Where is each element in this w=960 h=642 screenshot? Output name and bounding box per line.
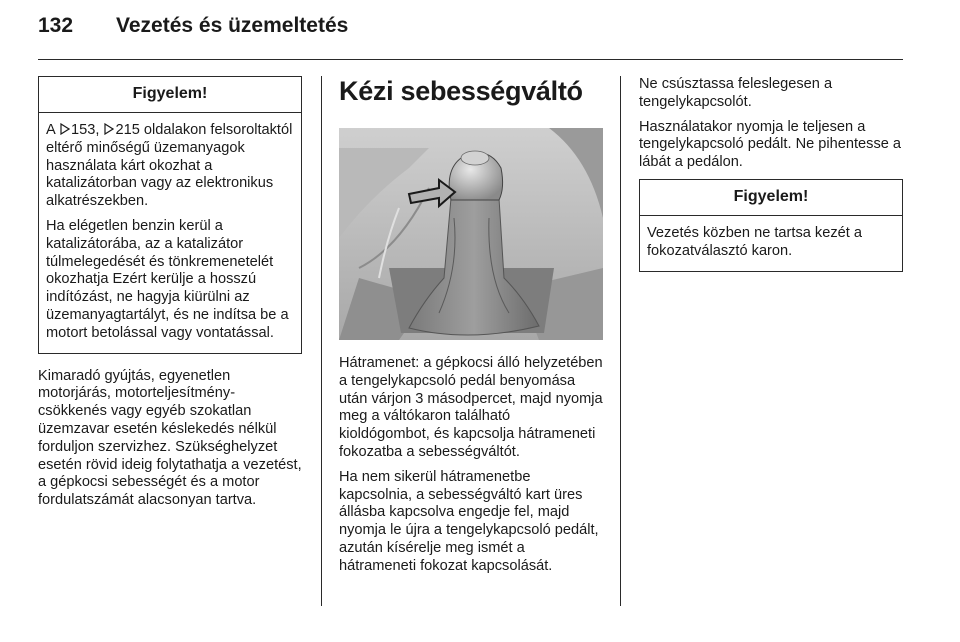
warning-title: Figyelem! [39, 77, 301, 113]
page-number: 132 [38, 14, 74, 37]
chapter-title: Vezetés és üzemeltetés [116, 14, 349, 37]
warning-text: A [46, 122, 55, 138]
warning-paragraph: Ha elégetlen benzin kerül a katalizátorába, az a katalizátor túlmelegedését és tönkremenetelét okozhatja Ezért kerülje a hosszú indítózást, ne hagyja kiürülni az üzemanyagtartályt, és ne indítsa be a motort betolással vagy vontatással. [46, 217, 289, 341]
warning-body [640, 216, 902, 271]
warning-paragraph: Vezetés közben ne tartsa kezét a fokozatválasztó karon. [647, 224, 862, 259]
body-paragraph: Kimaradó gyújtás, egyenetlen motorjárás, motorteljesítmény-csökkenés vagy egyéb szokatlan üzemzavar esetén késlekedés nélkül forduljon szervizhez. Szükséghelyzet esetén rövid ideig folytathatja a vezetést, a gépkocsi sebességét és a motor fordulatszámát alacsonyan tartva. [38, 367, 302, 509]
gear-shift-illustration [339, 128, 603, 340]
warning-box [639, 179, 903, 272]
section-title: Kézi sebességváltó [339, 76, 583, 106]
column-divider [620, 76, 621, 606]
warning-title: Figyelem! [640, 180, 902, 216]
header-divider [38, 59, 903, 60]
column-left [38, 76, 302, 517]
page-reference-icon [60, 123, 70, 135]
column-middle [339, 76, 603, 583]
body-paragraph: Ha nem sikerül hátramenetbe kapcsolnia, a sebességváltó kart üres állásba kapcsolva engedje fel, majd nyomja le újra a tengelykapcsoló pedált, azután kísérelje meg ismét a hátrameneti fokozat kapcsolását. [339, 468, 599, 574]
warning-body [39, 113, 301, 353]
body-paragraph: Használatakor nyomja le teljesen a tengelykapcsoló pedált. Ne pihentesse a lábát a pedálon. [639, 118, 902, 171]
warning-box [38, 76, 302, 354]
column-divider [321, 76, 322, 606]
page-reference-icon [104, 123, 114, 135]
page-header [38, 14, 903, 50]
warning-text: 215 oldalakon felsoroltaktól eltérő minőségű üzemanyagok használata kárt okozhat a katalizátorban vagy az elektronikus alkatrészekben. [46, 122, 293, 210]
body-paragraph: Ne csúsztassa feleslegesen a tengelykapcsolót. [639, 76, 833, 110]
warning-paragraph [46, 122, 294, 211]
column-right [639, 76, 903, 272]
body-paragraph: Hátramenet: a gépkocsi álló helyzetében a tengelykapcsoló pedál benyomása után várjon 3 másodpercet, majd nyomja meg a váltókaron található kioldógombot, és kapcsolja hátrameneti fokozatba a sebességváltót. [339, 355, 603, 460]
page-reference-link[interactable]: 153, [71, 122, 100, 138]
